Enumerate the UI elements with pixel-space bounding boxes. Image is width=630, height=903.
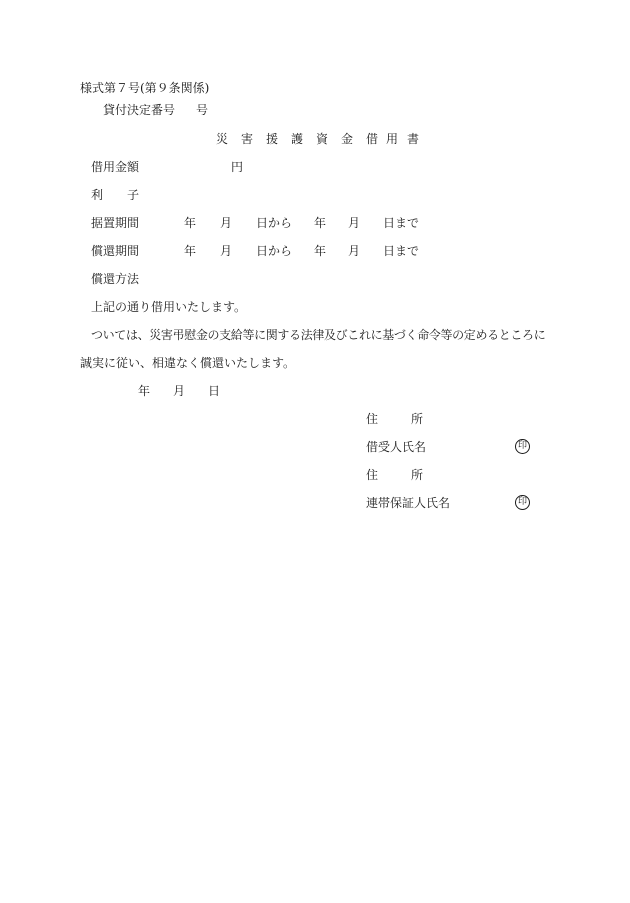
deferment-year: 年 [184,216,197,230]
deferment-year2: 年 [314,216,327,230]
deferment-label: 据置期間 [91,216,140,230]
body-line-2: ついては、災害弔慰金の支給等に関する法律及びこれに基づく命令等の定めるところに [91,328,546,342]
seal-icon: 印 [515,495,530,510]
borrower-address-left: 住 [366,412,379,426]
title-char: 災 [216,132,229,146]
amount-unit: 円 [231,160,244,174]
title-char: 書 [407,132,420,146]
repayment-year: 年 [184,244,197,258]
loan-number-label: 貸付決定番号 [103,103,176,117]
seal-icon: 印 [515,439,530,454]
deferment-month: 月 [220,216,233,230]
guarantor-address-left: 住 [366,468,379,482]
repayment-year2: 年 [314,244,327,258]
repayment-from: 日から [256,244,293,258]
borrower-name-label: 借受人氏名 [366,440,427,454]
body-line-1: 上記の通り借用いたします。 [91,300,247,314]
date-month: 月 [173,384,186,398]
guarantor-address-right: 所 [411,468,424,482]
deferment-until: 日まで [383,216,420,230]
title-char: 金 [341,132,354,146]
form-header: 様式第７号(第９条関係) [80,81,210,95]
deferment-month2: 月 [348,216,361,230]
title-char: 護 [291,132,304,146]
title-char: 借 [366,132,379,146]
repayment-label: 償還期間 [91,244,140,258]
title-char: 害 [241,132,254,146]
guarantor-name-label: 連帯保証人氏名 [366,496,451,510]
date-year: 年 [138,384,151,398]
amount-label: 借用金額 [91,160,140,174]
repayment-month: 月 [220,244,233,258]
title-char: 援 [266,132,279,146]
deferment-from: 日から [256,216,293,230]
body-line-3: 誠実に従い、相違なく償還いたします。 [80,356,296,370]
title-char: 資 [316,132,329,146]
date-day: 日 [208,384,221,398]
borrower-address-right: 所 [411,412,424,426]
repayment-month2: 月 [348,244,361,258]
repayment-until: 日まで [383,244,420,258]
method-label: 償還方法 [91,272,140,286]
loan-number-suffix: 号 [196,103,209,117]
interest-label-right: 子 [127,188,140,202]
interest-label-left: 利 [91,188,104,202]
title-char: 用 [386,132,399,146]
